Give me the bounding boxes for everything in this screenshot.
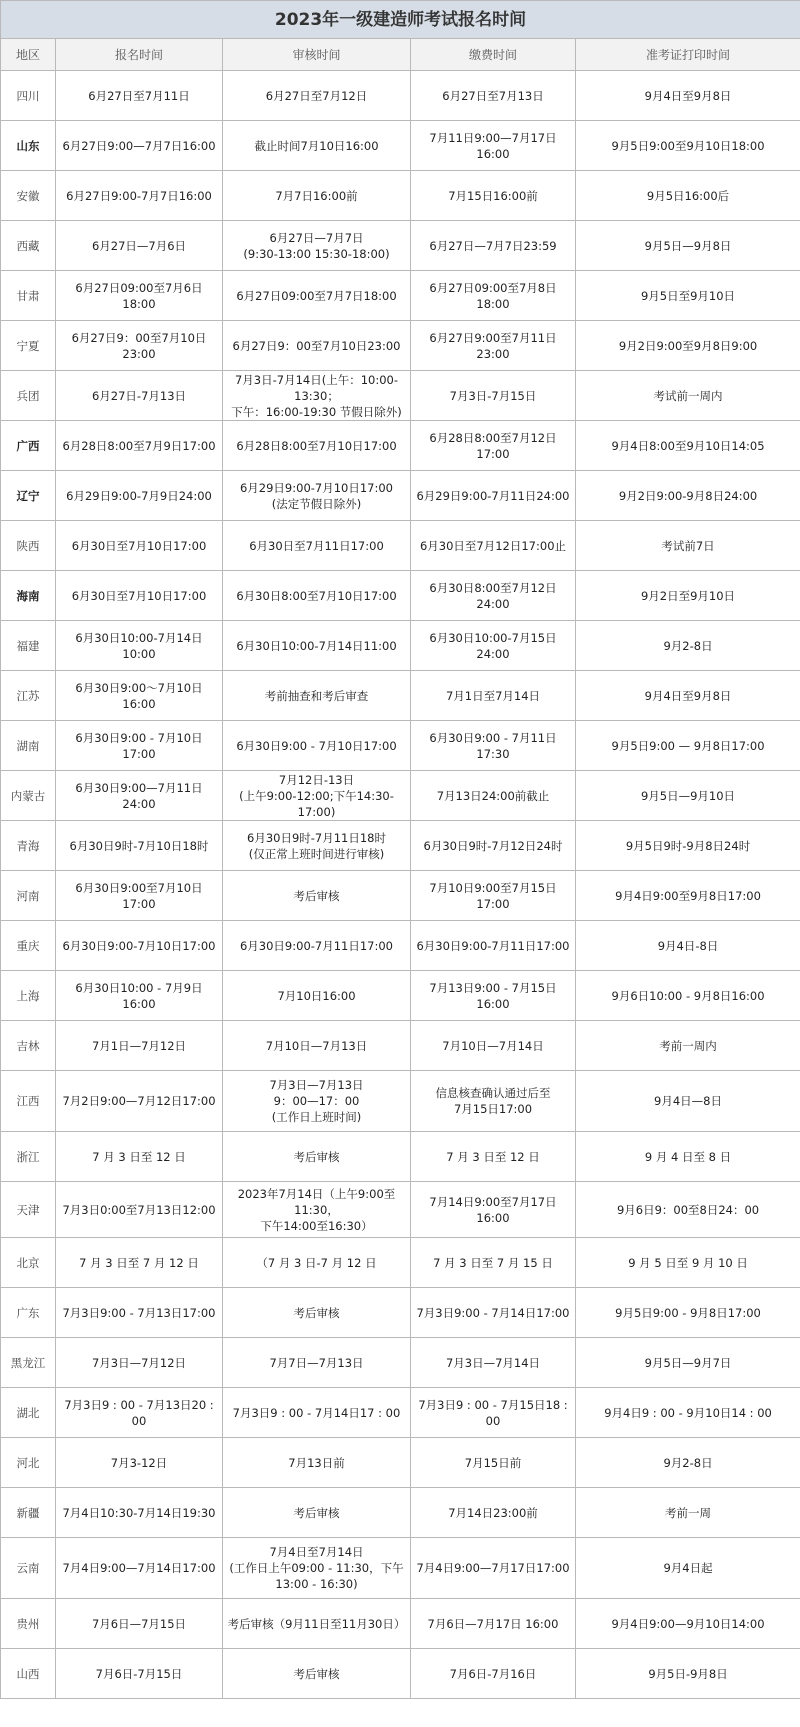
payment-time-cell: 7月13日9:00 - 7月15日16:00 — [411, 971, 576, 1021]
table-row — [1, 1288, 800, 1338]
review-time-cell: 6月30日9时-7月11日18时 (仅正常上班时间进行审核) — [223, 821, 411, 871]
registration-time-cell: 6月30日9:00 - 7月10日17:00 — [56, 721, 223, 771]
region-cell: 福建 — [1, 621, 56, 671]
table-row — [1, 521, 800, 571]
admission-print-time-cell: 9月4日-8日 — [576, 921, 800, 971]
registration-time-cell: 6月27日09:00至7月6日18:00 — [56, 271, 223, 321]
review-time-cell: 6月29日9:00-7月10日17:00 (法定节假日除外) — [223, 471, 411, 521]
region-cell: 安徽 — [1, 171, 56, 221]
payment-time-cell: 6月30日9:00-7月11日17:00 — [411, 921, 576, 971]
table-row — [1, 1488, 800, 1538]
region-cell: 山西 — [1, 1649, 56, 1699]
review-time-cell: 6月30日8:00至7月10日17:00 — [223, 571, 411, 621]
review-time-cell: 7月12日-13日 (上午9:00-12:00;下午14:30-17:00) — [223, 771, 411, 821]
admission-print-time-cell: 9月5日—9月7日 — [576, 1338, 800, 1388]
registration-time-cell: 6月27日9:00-7月7日16:00 — [56, 171, 223, 221]
registration-time-cell: 7月6日-7月15日 — [56, 1649, 223, 1699]
registration-time-cell: 7月2日9:00—7月12日17:00 — [56, 1071, 223, 1132]
region-cell: 北京 — [1, 1238, 56, 1288]
region-cell: 新疆 — [1, 1488, 56, 1538]
registration-time-cell: 6月27日9:00—7月7日16:00 — [56, 121, 223, 171]
registration-time-cell: 7月4日9:00—7月14日17:00 — [56, 1538, 223, 1599]
region-cell: 江苏 — [1, 671, 56, 721]
admission-print-time-cell: 9月2日9:00-9月8日24:00 — [576, 471, 800, 521]
table-row — [1, 321, 800, 371]
table-row — [1, 921, 800, 971]
header-review-time: 审核时间 — [223, 39, 411, 71]
review-time-cell: 7月7日16:00前 — [223, 171, 411, 221]
registration-time-cell: 6月27日—7月6日 — [56, 221, 223, 271]
payment-time-cell: 6月27日—7月7日23:59 — [411, 221, 576, 271]
review-time-cell: 考后审核 — [223, 1649, 411, 1699]
table-row — [1, 1649, 800, 1699]
review-time-cell: 6月30日10:00-7月14日11:00 — [223, 621, 411, 671]
table-row — [1, 771, 800, 821]
region-cell: 山东 — [1, 121, 56, 171]
admission-print-time-cell: 9月5日9时-9月8日24时 — [576, 821, 800, 871]
region-cell: 四川 — [1, 71, 56, 121]
review-time-cell: 考后审核 — [223, 1132, 411, 1182]
table-row — [1, 671, 800, 721]
payment-time-cell: 7 月 3 日至 12 日 — [411, 1132, 576, 1182]
table-row — [1, 1438, 800, 1488]
payment-time-cell: 7月10日—7月14日 — [411, 1021, 576, 1071]
region-cell: 重庆 — [1, 921, 56, 971]
table-row — [1, 1538, 800, 1599]
payment-time-cell: 7 月 3 日至 7 月 15 日 — [411, 1238, 576, 1288]
region-cell: 海南 — [1, 571, 56, 621]
table-row — [1, 1388, 800, 1438]
table-row — [1, 121, 800, 171]
region-cell: 甘肃 — [1, 271, 56, 321]
admission-print-time-cell: 9月5日9:00 — 9月8日17:00 — [576, 721, 800, 771]
payment-time-cell: 7月3日9:00 - 7月14日17:00 — [411, 1288, 576, 1338]
review-time-cell: 7月3日-7月14日(上午：10:00-13:30； 下午：16:00-19:30 节假日除外) — [223, 371, 411, 421]
payment-time-cell: 7月11日9:00—7月17日16:00 — [411, 121, 576, 171]
region-cell: 河南 — [1, 871, 56, 921]
region-cell: 宁夏 — [1, 321, 56, 371]
registration-time-cell: 6月30日10:00-7月14日10:00 — [56, 621, 223, 671]
table-row — [1, 1071, 800, 1132]
admission-print-time-cell: 考前一周内 — [576, 1021, 800, 1071]
payment-time-cell: 7月6日—7月17日 16:00 — [411, 1599, 576, 1649]
review-time-cell: 6月30日9:00 - 7月10日17:00 — [223, 721, 411, 771]
admission-print-time-cell: 9月4日起 — [576, 1538, 800, 1599]
review-time-cell: 6月28日8:00至7月10日17:00 — [223, 421, 411, 471]
review-time-cell: 6月27日09:00至7月7日18:00 — [223, 271, 411, 321]
payment-time-cell: 7月15日前 — [411, 1438, 576, 1488]
registration-time-cell: 6月30日9:00～7月10日16:00 — [56, 671, 223, 721]
table-row — [1, 571, 800, 621]
registration-time-cell: 6月30日至7月10日17:00 — [56, 571, 223, 621]
table-row — [1, 1021, 800, 1071]
review-time-cell: （7 月 3 日-7 月 12 日 — [223, 1238, 411, 1288]
admission-print-time-cell: 9月4日至9月8日 — [576, 671, 800, 721]
review-time-cell: 考后审核 — [223, 1488, 411, 1538]
registration-time-cell: 6月30日9时-7月10日18时 — [56, 821, 223, 871]
registration-time-cell: 6月30日至7月10日17:00 — [56, 521, 223, 571]
table-row — [1, 1338, 800, 1388]
table-row — [1, 1132, 800, 1182]
registration-time-cell: 6月27日9：00至7月10日23:00 — [56, 321, 223, 371]
review-time-cell: 7月3日9 : 00 - 7月14日17 : 00 — [223, 1388, 411, 1438]
review-time-cell: 7月10日16:00 — [223, 971, 411, 1021]
review-time-cell: 7月13日前 — [223, 1438, 411, 1488]
payment-time-cell: 6月27日9:00至7月11日23:00 — [411, 321, 576, 371]
header-payment-time: 缴费时间 — [411, 39, 576, 71]
region-cell: 陕西 — [1, 521, 56, 571]
table-row — [1, 471, 800, 521]
payment-time-cell: 6月30日8:00至7月12日24:00 — [411, 571, 576, 621]
review-time-cell: 7月7日—7月13日 — [223, 1338, 411, 1388]
admission-print-time-cell: 9月6日9：00至8日24：00 — [576, 1182, 800, 1238]
header-admission-print-time: 准考证打印时间 — [576, 39, 800, 71]
admission-print-time-cell: 9月4日至9月8日 — [576, 71, 800, 121]
review-time-cell: 6月27日至7月12日 — [223, 71, 411, 121]
registration-time-cell: 7月1日—7月12日 — [56, 1021, 223, 1071]
admission-print-time-cell: 9月5日9:00至9月10日18:00 — [576, 121, 800, 171]
admission-print-time-cell: 9月4日9:00—9月10日14:00 — [576, 1599, 800, 1649]
registration-time-cell: 7月3日9:00 - 7月13日17:00 — [56, 1288, 223, 1338]
registration-time-cell: 6月30日9:00至7月10日17:00 — [56, 871, 223, 921]
admission-print-time-cell: 9月2日9:00至9月8日9:00 — [576, 321, 800, 371]
payment-time-cell: 7月1日至7月14日 — [411, 671, 576, 721]
table-row — [1, 271, 800, 321]
region-cell: 浙江 — [1, 1132, 56, 1182]
admission-print-time-cell: 考试前7日 — [576, 521, 800, 571]
table-row — [1, 71, 800, 121]
region-cell: 青海 — [1, 821, 56, 871]
payment-time-cell: 6月29日9:00-7月11日24:00 — [411, 471, 576, 521]
review-time-cell: 7月10日—7月13日 — [223, 1021, 411, 1071]
review-time-cell: 考后审核 — [223, 871, 411, 921]
admission-print-time-cell: 考试前一周内 — [576, 371, 800, 421]
region-cell: 辽宁 — [1, 471, 56, 521]
review-time-cell: 2023年7月14日（上午9:00至11:30， 下午14:00至16:30） — [223, 1182, 411, 1238]
admission-print-time-cell: 9月4日8:00至9月10日14:05 — [576, 421, 800, 471]
region-cell: 江西 — [1, 1071, 56, 1132]
registration-time-cell: 7月3日9 : 00 - 7月13日20 : 00 — [56, 1388, 223, 1438]
review-time-cell: 6月30日9:00-7月11日17:00 — [223, 921, 411, 971]
payment-time-cell: 6月30日10:00-7月15日24:00 — [411, 621, 576, 671]
region-cell: 河北 — [1, 1438, 56, 1488]
payment-time-cell: 7月10日9:00至7月15日17:00 — [411, 871, 576, 921]
registration-time-cell: 6月30日9:00—7月11日24:00 — [56, 771, 223, 821]
admission-print-time-cell: 9 月 5 日至 9 月 10 日 — [576, 1238, 800, 1288]
region-cell: 湖南 — [1, 721, 56, 771]
payment-time-cell: 6月28日8:00至7月12日17:00 — [411, 421, 576, 471]
admission-print-time-cell: 9月4日—8日 — [576, 1071, 800, 1132]
admission-print-time-cell: 9月2-8日 — [576, 1438, 800, 1488]
header-registration-time: 报名时间 — [56, 39, 223, 71]
registration-time-cell: 7 月 3 日至 7 月 12 日 — [56, 1238, 223, 1288]
admission-print-time-cell: 9月4日9 : 00 - 9月10日14 : 00 — [576, 1388, 800, 1438]
region-cell: 黑龙江 — [1, 1338, 56, 1388]
table-row — [1, 1182, 800, 1238]
table-row — [1, 1599, 800, 1649]
review-time-cell: 考后审核 — [223, 1288, 411, 1338]
payment-time-cell: 信息核查确认通过后至 7月15日17:00 — [411, 1071, 576, 1132]
table-row — [1, 721, 800, 771]
review-time-cell: 6月30日至7月11日17:00 — [223, 521, 411, 571]
admission-print-time-cell: 9月2-8日 — [576, 621, 800, 671]
admission-print-time-cell: 9月5日至9月10日 — [576, 271, 800, 321]
region-cell: 湖北 — [1, 1388, 56, 1438]
region-cell: 广西 — [1, 421, 56, 471]
admission-print-time-cell: 9月2日至9月10日 — [576, 571, 800, 621]
admission-print-time-cell: 9月5日9:00 - 9月8日17:00 — [576, 1288, 800, 1338]
table-row — [1, 871, 800, 921]
table-title: 2023年一级建造师考试报名时间 — [1, 1, 800, 39]
review-time-cell: 截止时间7月10日16:00 — [223, 121, 411, 171]
payment-time-cell: 7月14日9:00至7月17日16:00 — [411, 1182, 576, 1238]
region-cell: 云南 — [1, 1538, 56, 1599]
admission-print-time-cell: 9月6日10:00 - 9月8日16:00 — [576, 971, 800, 1021]
payment-time-cell: 6月27日09:00至7月8日18:00 — [411, 271, 576, 321]
registration-time-cell: 6月27日至7月11日 — [56, 71, 223, 121]
admission-print-time-cell: 考前一周 — [576, 1488, 800, 1538]
registration-time-cell: 7月4日10:30-7月14日19:30 — [56, 1488, 223, 1538]
payment-time-cell: 7月4日9:00—7月17日17:00 — [411, 1538, 576, 1599]
region-cell: 天津 — [1, 1182, 56, 1238]
registration-time-cell: 6月28日8:00至7月9日17:00 — [56, 421, 223, 471]
table-row — [1, 221, 800, 271]
payment-time-cell: 6月27日至7月13日 — [411, 71, 576, 121]
registration-time-cell: 7月3日—7月12日 — [56, 1338, 223, 1388]
payment-time-cell: 7月3日—7月14日 — [411, 1338, 576, 1388]
registration-time-cell: 6月29日9:00-7月9日24:00 — [56, 471, 223, 521]
region-cell: 贵州 — [1, 1599, 56, 1649]
header-region: 地区 — [1, 39, 56, 71]
region-cell: 吉林 — [1, 1021, 56, 1071]
admission-print-time-cell: 9月5日16:00后 — [576, 171, 800, 221]
payment-time-cell: 7月3日9 : 00 - 7月15日18 : 00 — [411, 1388, 576, 1438]
admission-print-time-cell: 9月5日-9月8日 — [576, 1649, 800, 1699]
region-cell: 广东 — [1, 1288, 56, 1338]
payment-time-cell: 7月3日-7月15日 — [411, 371, 576, 421]
registration-time-cell: 7 月 3 日至 12 日 — [56, 1132, 223, 1182]
table-row — [1, 421, 800, 471]
payment-time-cell: 7月14日23:00前 — [411, 1488, 576, 1538]
table-row — [1, 371, 800, 421]
admission-print-time-cell: 9 月 4 日至 8 日 — [576, 1132, 800, 1182]
table-row — [1, 171, 800, 221]
payment-time-cell: 7月15日16:00前 — [411, 171, 576, 221]
region-cell: 西藏 — [1, 221, 56, 271]
payment-time-cell: 6月30日9时-7月12日24时 — [411, 821, 576, 871]
table-row — [1, 621, 800, 671]
region-cell: 兵团 — [1, 371, 56, 421]
table-row — [1, 971, 800, 1021]
payment-time-cell: 6月30日至7月12日17:00止 — [411, 521, 576, 571]
registration-time-cell: 7月3日0:00至7月13日12:00 — [56, 1182, 223, 1238]
registration-time-cell: 6月27日-7月13日 — [56, 371, 223, 421]
review-time-cell: 考后审核（9月11日至11月30日） — [223, 1599, 411, 1649]
registration-time-cell: 7月3-12日 — [56, 1438, 223, 1488]
table-row — [1, 1238, 800, 1288]
payment-time-cell: 7月13日24:00前截止 — [411, 771, 576, 821]
review-time-cell: 7月4日至7月14日 (工作日上午09:00 - 11:30，下午 13:00 - 16:30) — [223, 1538, 411, 1599]
registration-time-cell: 6月30日9:00-7月10日17:00 — [56, 921, 223, 971]
region-cell: 上海 — [1, 971, 56, 1021]
registration-time-cell: 7月6日—7月15日 — [56, 1599, 223, 1649]
review-time-cell: 6月27日—7月7日 (9:30-13:00 15:30-18:00) — [223, 221, 411, 271]
table-body — [1, 71, 800, 1699]
admission-print-time-cell: 9月5日—9月8日 — [576, 221, 800, 271]
payment-time-cell: 7月6日-7月16日 — [411, 1649, 576, 1699]
review-time-cell: 7月3日—7月13日 9：00—17：00 (工作日上班时间) — [223, 1071, 411, 1132]
region-cell: 内蒙古 — [1, 771, 56, 821]
table-row — [1, 821, 800, 871]
review-time-cell: 考前抽查和考后审查 — [223, 671, 411, 721]
payment-time-cell: 6月30日9:00 - 7月11日17:30 — [411, 721, 576, 771]
registration-time-cell: 6月30日10:00 - 7月9日16:00 — [56, 971, 223, 1021]
review-time-cell: 6月27日9：00至7月10日23:00 — [223, 321, 411, 371]
admission-print-time-cell: 9月5日—9月10日 — [576, 771, 800, 821]
admission-print-time-cell: 9月4日9:00至9月8日17:00 — [576, 871, 800, 921]
